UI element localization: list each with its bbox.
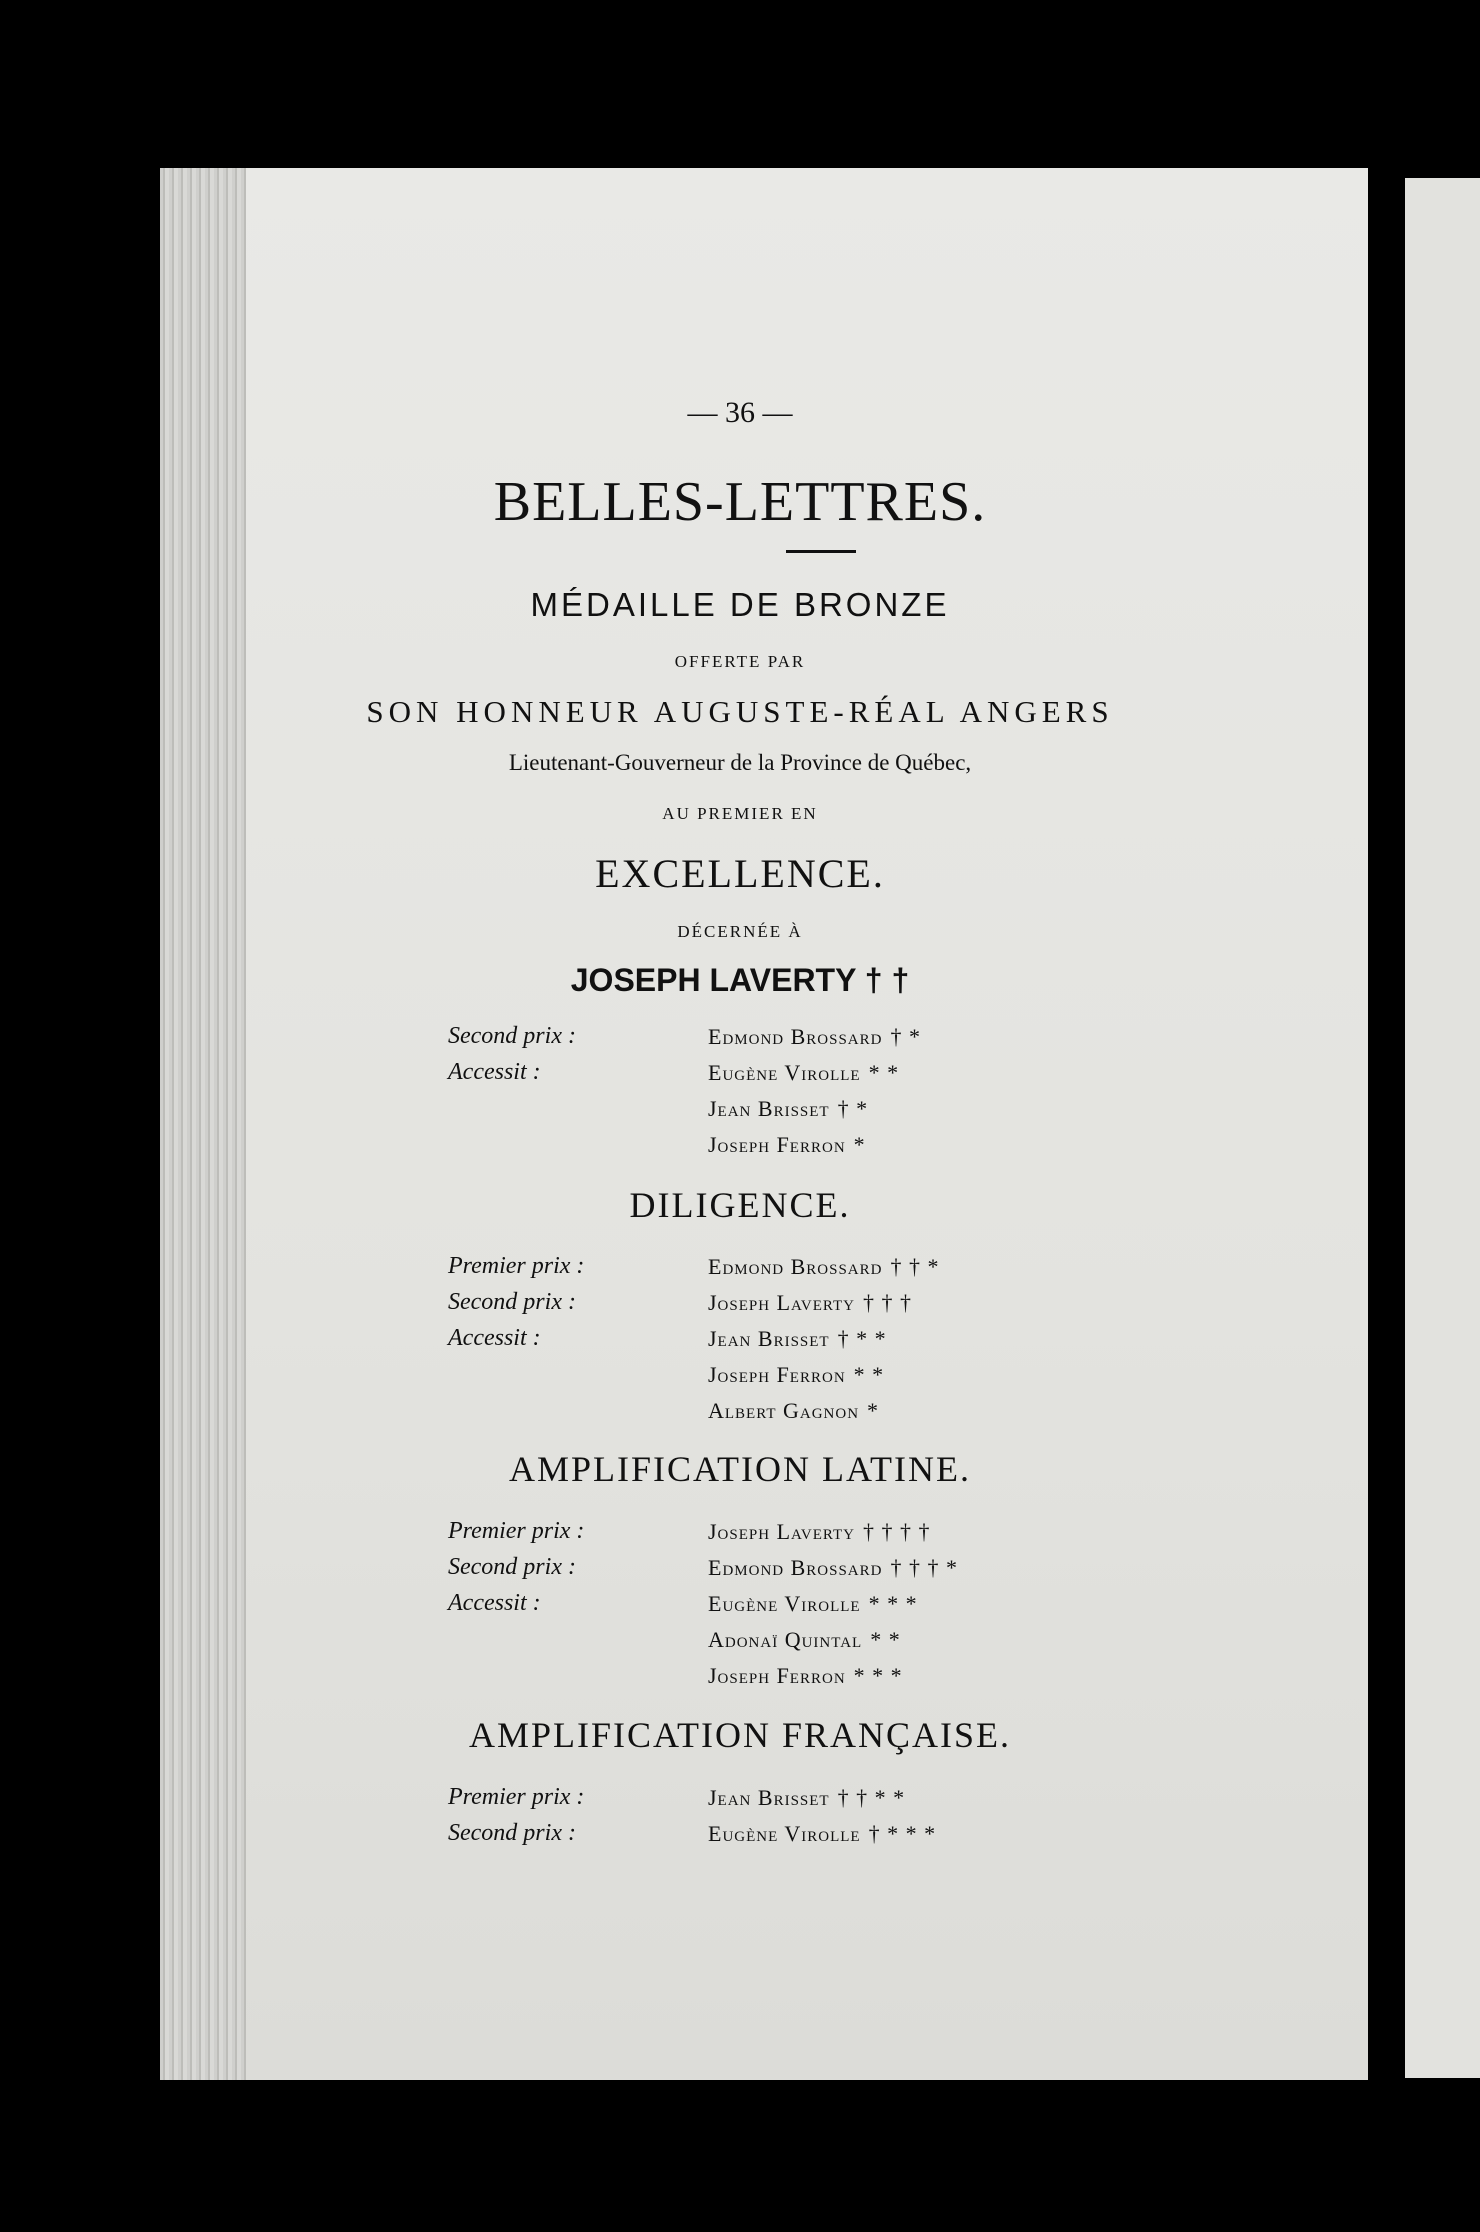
page-title: BELLES-LETTRES.: [493, 471, 987, 533]
prize-winner: Joseph Laverty † † †: [708, 1290, 913, 1315]
prize-winner: Edmond Brossard † *: [708, 1024, 921, 1049]
prize-winner: Jean Brisset † * *: [708, 1326, 887, 1351]
prize-label: Accessit :: [448, 1590, 541, 1616]
prize-winner: Jean Brisset † *: [708, 1096, 869, 1121]
prize-winner: Edmond Brossard † † † *: [708, 1555, 958, 1580]
prize-label: Premier prix :: [448, 1784, 585, 1810]
prize-winner: Joseph Ferron * * *: [708, 1663, 903, 1688]
medal-laureate: JOSEPH LAVERTY † †: [570, 962, 910, 998]
section-heading-latin: AMPLIFICATION LATINE.: [509, 1449, 971, 1489]
prize-winner: Eugène Virolle * * *: [708, 1591, 918, 1616]
prize-winner: Albert Gagnon *: [708, 1398, 880, 1423]
section-heading-french: AMPLIFICATION FRANÇAISE.: [468, 1715, 1012, 1755]
prize-label: Second prix :: [448, 1289, 576, 1315]
prize-winner: Joseph Ferron * *: [708, 1362, 885, 1387]
prize-label: Accessit :: [448, 1325, 541, 1351]
prize-winner: Joseph Laverty † † † †: [708, 1519, 931, 1544]
title-rule: [786, 550, 856, 553]
prize-label: Second prix :: [448, 1023, 576, 1049]
prize-winner: Eugène Virolle † * * *: [708, 1821, 937, 1846]
prize-winner: Joseph Ferron *: [708, 1132, 866, 1157]
prize-label: Second prix :: [448, 1554, 576, 1580]
awarded-to: DÉCERNÉE À: [677, 922, 803, 941]
medal-heading: MÉDAILLE DE BRONZE: [530, 586, 950, 623]
donor-name: SON HONNEUR AUGUSTE-RÉAL ANGERS: [366, 694, 1114, 729]
offered-by: OFFERTE PAR: [674, 652, 806, 671]
page-number: — 36 —: [687, 396, 793, 429]
excellence-heading: EXCELLENCE.: [595, 851, 885, 896]
prize-winner: Adonaï Quintal * *: [708, 1627, 901, 1652]
donor-title: Lieutenant-Gouverneur de la Province de Québec,: [508, 750, 972, 775]
section-heading-diligence: DILIGENCE.: [629, 1185, 851, 1225]
prize-winner: Edmond Brossard † † *: [708, 1254, 940, 1279]
prize-winner: Eugène Virolle * *: [708, 1060, 900, 1085]
prize-label: Accessit :: [448, 1059, 541, 1085]
prize-label: Premier prix :: [448, 1253, 585, 1279]
prize-label: Second prix :: [448, 1820, 576, 1846]
prize-label: Premier prix :: [448, 1518, 585, 1544]
prize-winner: Jean Brisset † † * *: [708, 1785, 906, 1810]
first-in-label: AU PREMIER EN: [662, 804, 818, 823]
